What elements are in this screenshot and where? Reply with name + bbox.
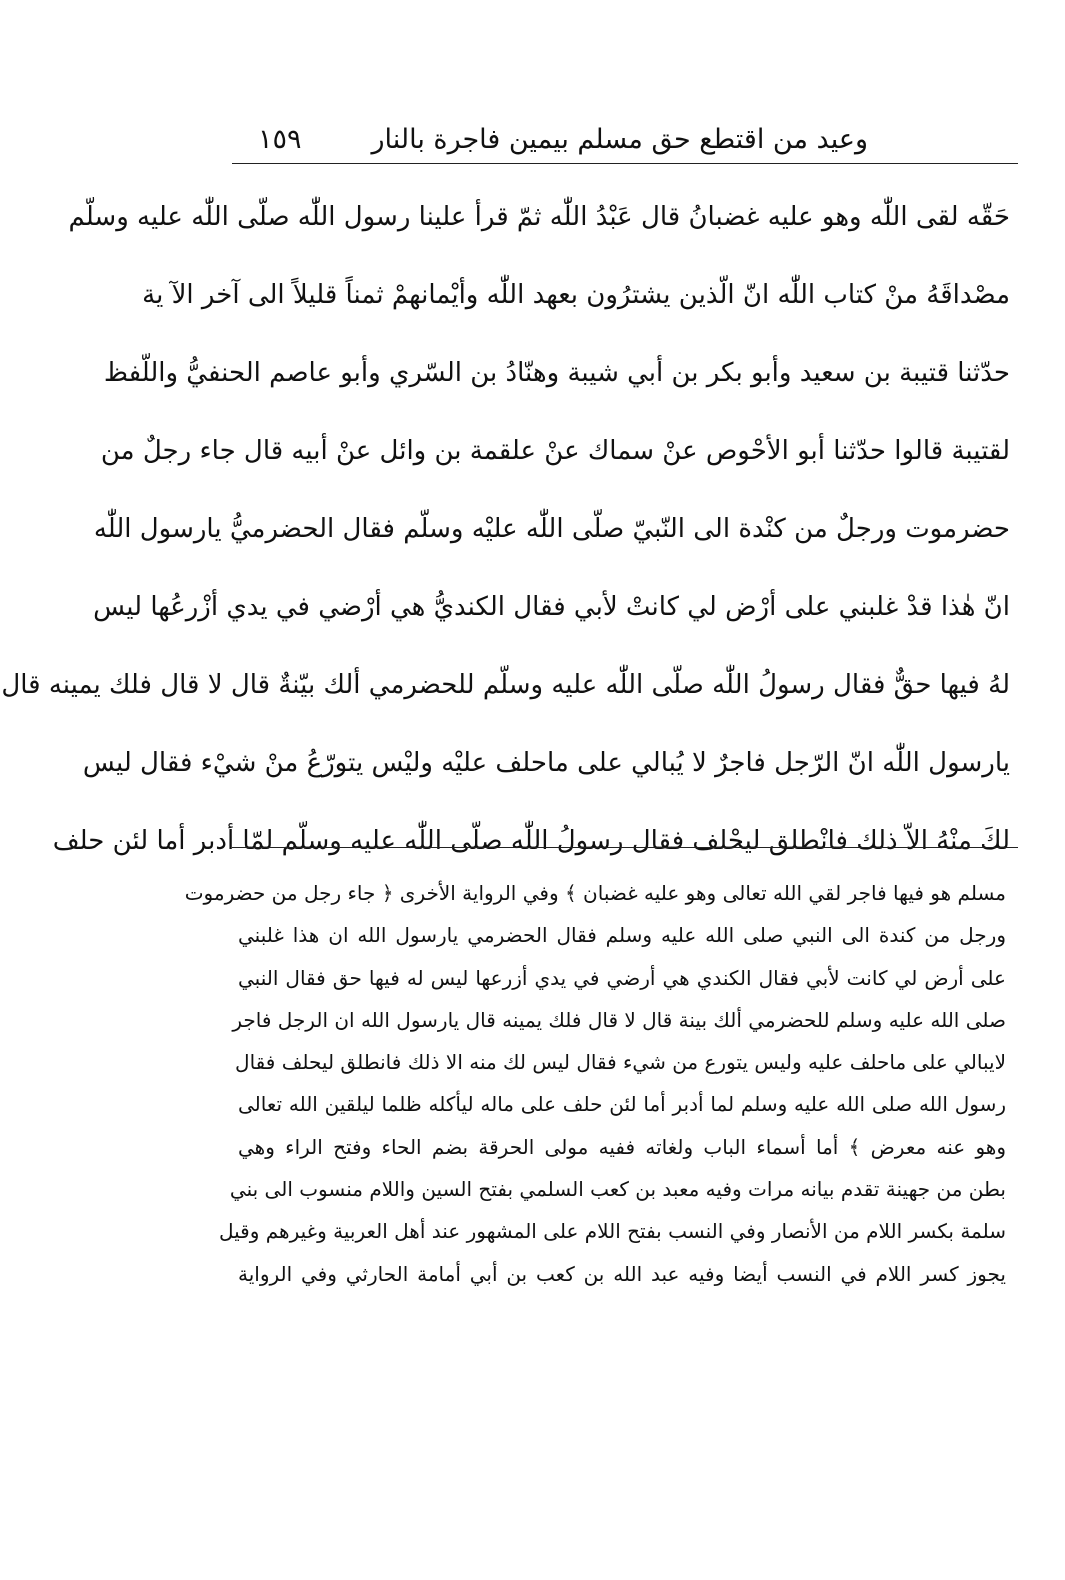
hadith-line: يارسول اللّٰه انّ الرّجل فاجرٌ لا يُبالي على ماحلف عليْه وليْس يتورّعُ منْ شيْء فقال ليس [82, 748, 1010, 778]
commentary-line: لايبالي على ماحلف عليه وليس يتورع من شيء فقال ليس لك منه الا ذلك فانطلق ليحلف فقال [235, 1050, 1006, 1075]
hadith-line: لقتيبة قالوا حدّثنا أبو الأحْوص عنْ سماك عنْ علقمة بن وائل عنْ أبيه قال جاء رجلٌ من [100, 436, 1010, 466]
commentary-line: بطن من جهينة تقدم بيانه مرات وفيه معبد بن كعب السلمي بفتح السين واللام منسوب الى بني [229, 1177, 1006, 1202]
hadith-line: انّ هٰذا قدْ غلبني على أرْض لي كانتْ لأبي فقال الكنديُّ هي أرْضي في يدي أزْرعُها ليس [93, 592, 1010, 622]
hadith-line: حضرموت ورجلٌ من كنْدة الى النّبيّ صلّى اللّٰه عليْه وسلّم فقال الحضرميُّ يارسول اللّٰه [93, 514, 1010, 544]
commentary-line: يجوز كسر اللام في النسب أيضا وفيه عبد الله بن كعب بن أبي أمامة الحارثي وفي الرواية [238, 1261, 1006, 1286]
hadith-line: لهُ فيها حقٌّ فقال رسولُ اللّٰه صلّى اللّٰه عليه وسلّم للحضرمي ألك بيّنةٌ قال لا قال فلك يمينه قال [1, 670, 1010, 700]
commentary-line: رسول الله صلى الله عليه وسلم لما أدبر أما لئن حلف على ماله ليأكله ظلما ليلقين الله تعالى [238, 1092, 1006, 1117]
commentary-text-block [184, 872, 1006, 1295]
section-divider-rule [232, 847, 1018, 848]
commentary-line: مسلم هو فيها فاجر لقي الله تعالى وهو عليه غضبان ﴾ وفي الرواية الأخرى ﴿ جاء رجل من حضرموت [184, 881, 1006, 905]
commentary-line: وهو عنه معرض ﴾ أما أسماء الباب ولغاته ففيه مولى الحرقة بضم الحاء وفتح الراء وهي [238, 1134, 1006, 1159]
page-number: ١٥٩ [258, 124, 302, 155]
hadith-line: مصْداقَهُ منْ كتاب اللّٰه انّ الّذين يشترُون بعهد اللّٰه وأيْمانهمْ ثمناً قليلاً الى آخر الآ ية [142, 280, 1010, 310]
commentary-line: سلمة بكسر اللام من الأنصار وفي النسب بفتح اللام على المشهور عند أهل العربية وغيرهم وقيل [218, 1219, 1006, 1244]
hadith-line: حَقّه لقى اللّٰه وهو عليه غضبانُ قال عَبْدُ اللّٰه ثمّ قرأ علينا رسول اللّٰه صلّى اللّٰه عليه وسلّم [68, 202, 1010, 232]
commentary-line: على أرض لي كانت لأبي فقال الكندي هي أرضي في يدي أزرعها ليس له فيها حق فقال النبي [238, 965, 1006, 990]
commentary-line: صلى الله عليه وسلم للحضرمي ألك بينة قال لا قال فلك يمينه قال يارسول الله ان الرجل فاجر [232, 1007, 1006, 1032]
hadith-text-block [1, 188, 1010, 890]
hadith-line: لكَ منْهُ الاّ ذلك فانْطلق ليحْلف فقال رسولُ اللّٰه صلّى اللّٰه عليه وسلّم لمّا أدبر أما لئن حلف [52, 826, 1010, 856]
commentary-line: ورجل من كندة الى النبي صلى الله عليه وسلم فقال الحضرمي يارسول الله ان هذا غلبني [238, 923, 1006, 948]
running-title: وعيد من اقتطع حق مسلم بيمين فاجرة بالنار [371, 124, 868, 155]
hadith-line: حدّثنا قتيبة بن سعيد وأبو بكر بن أبي شيبة وهنّادُ بن السّري وأبو عاصم الحنفيُّ واللّفظ [103, 358, 1010, 388]
header-rule [232, 163, 1018, 164]
page-header [232, 118, 1018, 162]
